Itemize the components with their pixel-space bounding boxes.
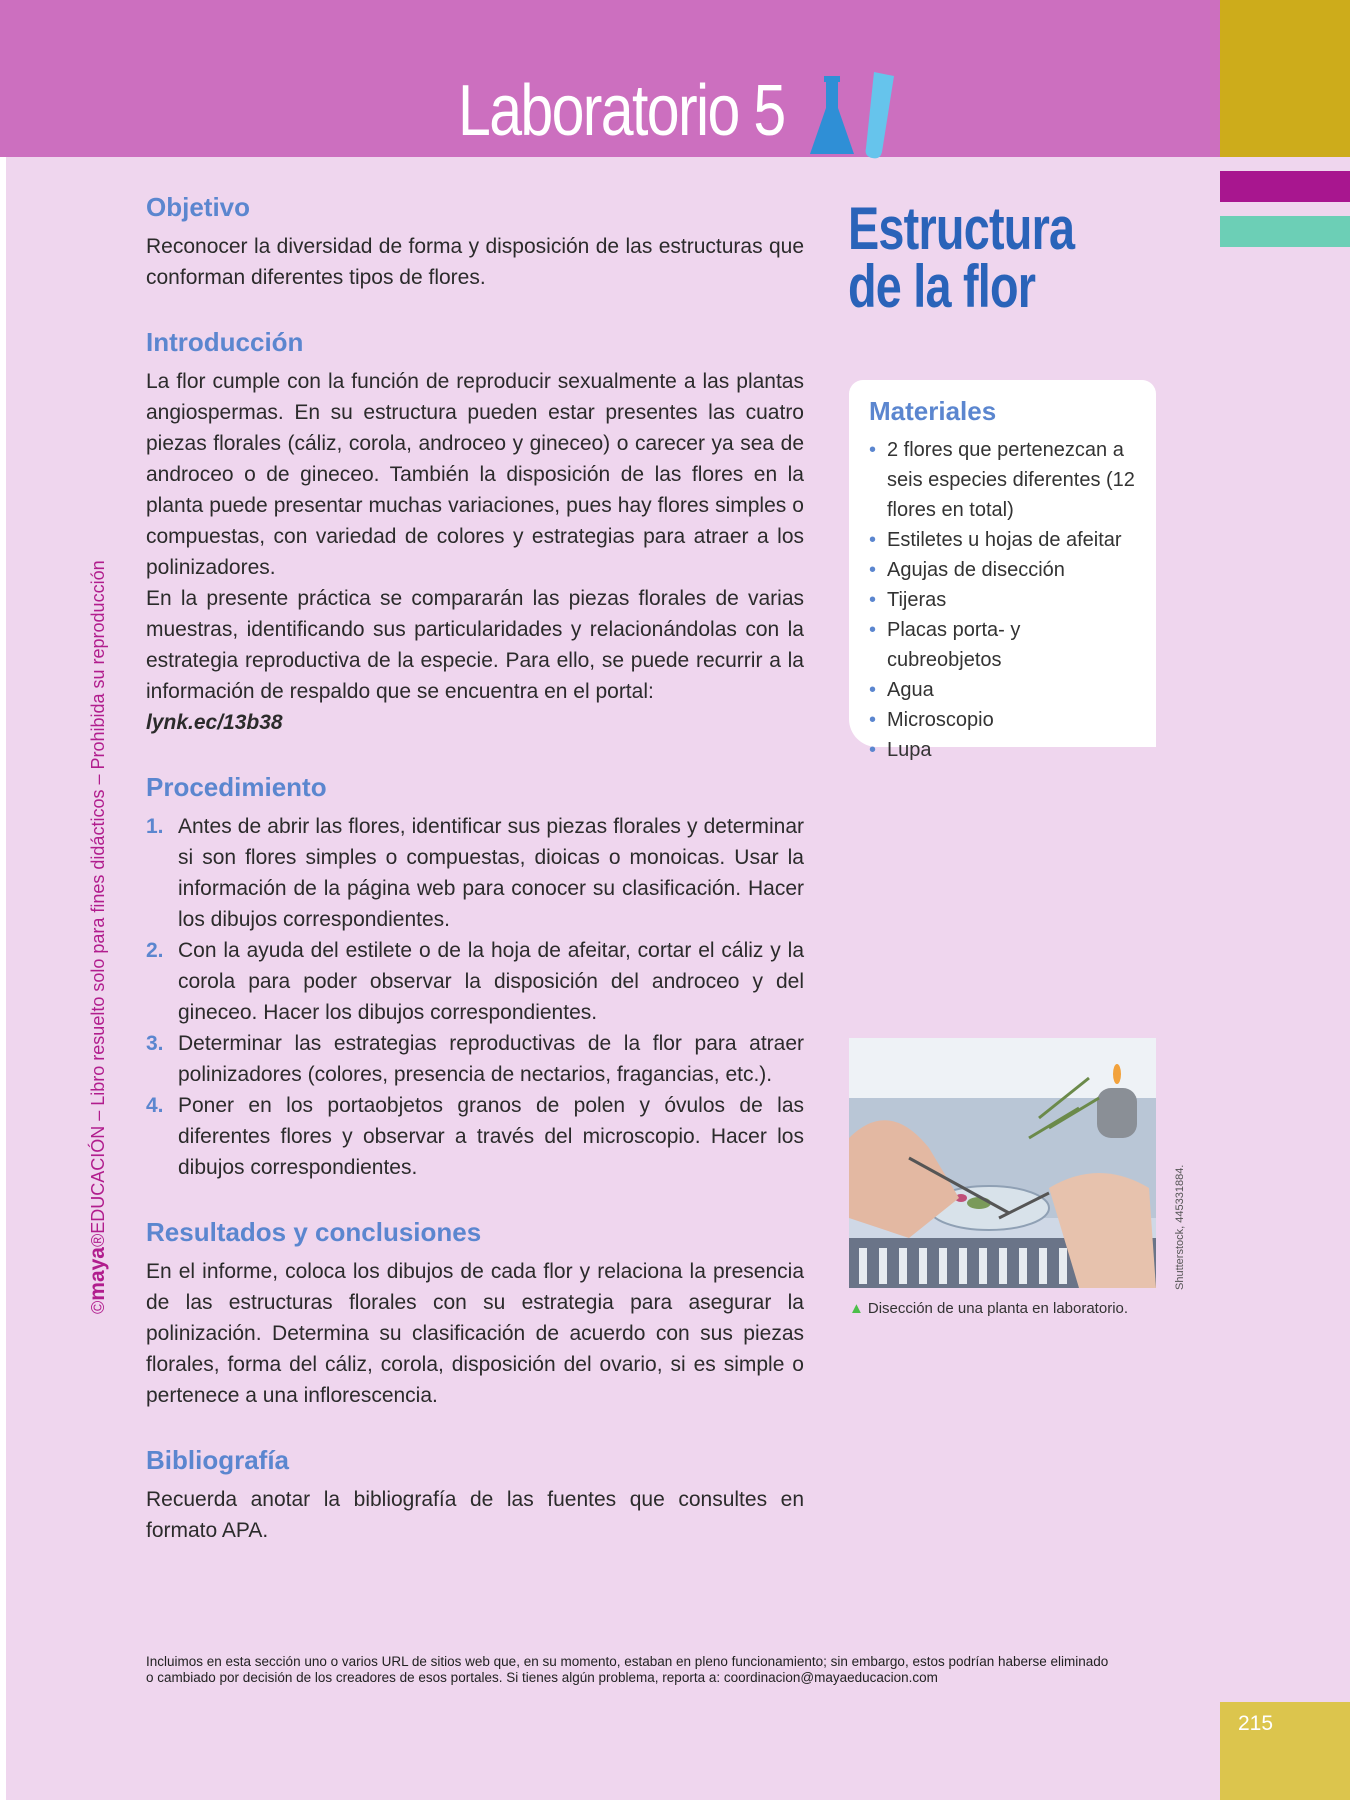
materials-item: • Agua [869,675,1140,705]
step-number: 1. [146,815,164,838]
step-number: 2. [146,939,164,962]
step-text: Poner en los portaobjetos granos de polen y óvulos de las diferentes flores y observar a través del microscopio. Hacer los dibujos correspondientes. [178,1094,804,1179]
bibliografia-section [146,1445,804,1546]
step-number: 4. [146,1094,164,1117]
step-item [146,1090,804,1183]
materials-item: • Tijeras [869,585,1140,615]
copyright-text: EDUCACIÓN – Libro resuelto solo para fines didácticos – Prohibida su reproducción [88,560,108,1234]
side-title [848,195,1075,320]
page-number: 215 [1238,1712,1274,1735]
procedimiento-steps [146,811,804,1183]
photo-credit: Shutterstock, 445331884. [1174,1164,1186,1290]
step-item [146,811,804,935]
photo-caption [849,1300,1128,1317]
introduccion-heading: Introducción [146,327,304,357]
step-number: 3. [146,1032,164,1055]
magenta-stripe [1220,171,1350,202]
teal-stripe [1220,216,1350,247]
objetivo-text: Reconocer la diversidad de forma y disposición de las estructuras que conforman diferentes tipos de flores. [146,235,804,289]
materials-item: • Lupa [869,735,1140,765]
step-text: Con la ayuda del estilete o de la hoja de afeitar, cortar el cáliz y la corola para poder observar la disposición del androceo y del gineceo. Hacer los dibujos correspondientes. [178,939,804,1024]
materials-item: • Agujas de disección [869,555,1140,585]
triangle-icon: ▲ [849,1300,864,1317]
objetivo-heading: Objetivo [146,192,251,222]
resultados-text: En el informe, coloca los dibujos de cada flor y relaciona la presencia de las estructuras florales con su estrategia para asegurar la polinización. Determina su clasificación de acuerdo con sus piezas florales, forma del cáliz, corola, disposición del ovario, si es simple o pertenece a una inflorescencia. [146,1260,804,1407]
main-content [146,192,804,1580]
copyright-symbol: © [88,1300,108,1314]
materials-heading: Materiales [869,396,997,426]
materials-list [849,435,1156,765]
bibliografia-heading: Bibliografía [146,1445,290,1475]
brand-logo-text: maya [86,1247,109,1301]
materials-item: • Estiletes u hojas de afeitar [869,525,1140,555]
materials-item: • Microscopio [869,705,1140,735]
procedimiento-section [146,772,804,1183]
lab-title: Laboratorio 5 [458,71,785,151]
materials-item: • Placas porta- y cubreobjetos [869,615,1140,675]
portal-link[interactable]: lynk.ec/13b38 [146,711,283,734]
introduccion-paragraph-2: En la presente práctica se compararán las piezas florales de varias muestras, identificando sus particularidades y relacionándolas con la estrategia reproductiva de la especie. Para ello, se puede recurrir a la información de respaldo que se encuentra en el portal: [146,587,804,703]
footer-note [146,1654,1126,1686]
resultados-heading: Resultados y conclusiones [146,1217,482,1247]
footer-line-2: o cambiado por decisión de los creadores de esos portales. Si tienes algún problema, reporta a: coordinacion@mayaeducacion.com [146,1670,938,1685]
objetivo-section [146,192,804,293]
copyright-vertical-notice [86,494,110,1314]
page-left-edge [0,157,6,1800]
resultados-section [146,1217,804,1411]
registered-symbol: ® [88,1233,108,1248]
lab-dissection-photo [849,1038,1156,1288]
photo-caption-text: Disección de una planta en laboratorio. [867,1300,1129,1317]
procedimiento-heading: Procedimiento [146,772,327,802]
step-text: Antes de abrir las flores, identificar sus piezas florales y determinar si son flores simples o compuestas, dioicas o monoicas. Usar la información de la página web para conocer su clasificación. Hacer los dibujos correspondientes. [178,815,804,931]
introduccion-section [146,327,804,738]
flask-icon [804,72,900,162]
footer-line-1: Incluimos en esta sección uno o varios URL de sitios web que, en su momento, estaban en pleno funcionamiento; sin embargo, estos podrían haberse eliminado [146,1654,1109,1669]
materials-box [849,380,1156,761]
introduccion-paragraph-1: La flor cumple con la función de reproducir sexualmente a las plantas angiospermas. En su estructura pueden estar presentes las cuatro piezas florales (cáliz, corola, androceo y gineceo) o carecer ya sea de androceo o de gineceo. También la disposición de las flores en la planta puede presentar muchas variaciones, pues hay flores simples o compuestas, con variedad de colores y estrategias para atraer a los polinizadores. [146,370,804,579]
corner-color-block [1220,0,1350,157]
step-item [146,1028,804,1090]
bibliografia-text: Recuerda anotar la bibliografía de las fuentes que consultes en formato APA. [146,1488,804,1542]
step-text: Determinar las estrategias reproductivas de la flor para atraer polinizadores (colores, presencia de nectarios, fragancias, etc.). [178,1032,804,1086]
side-title-line-2: de la flor [848,253,1036,320]
materials-item: • 2 flores que pertenezcan a seis especies diferentes (12 flores en total) [869,435,1140,525]
side-title-line-1: Estructura [848,195,1075,262]
step-item [146,935,804,1028]
